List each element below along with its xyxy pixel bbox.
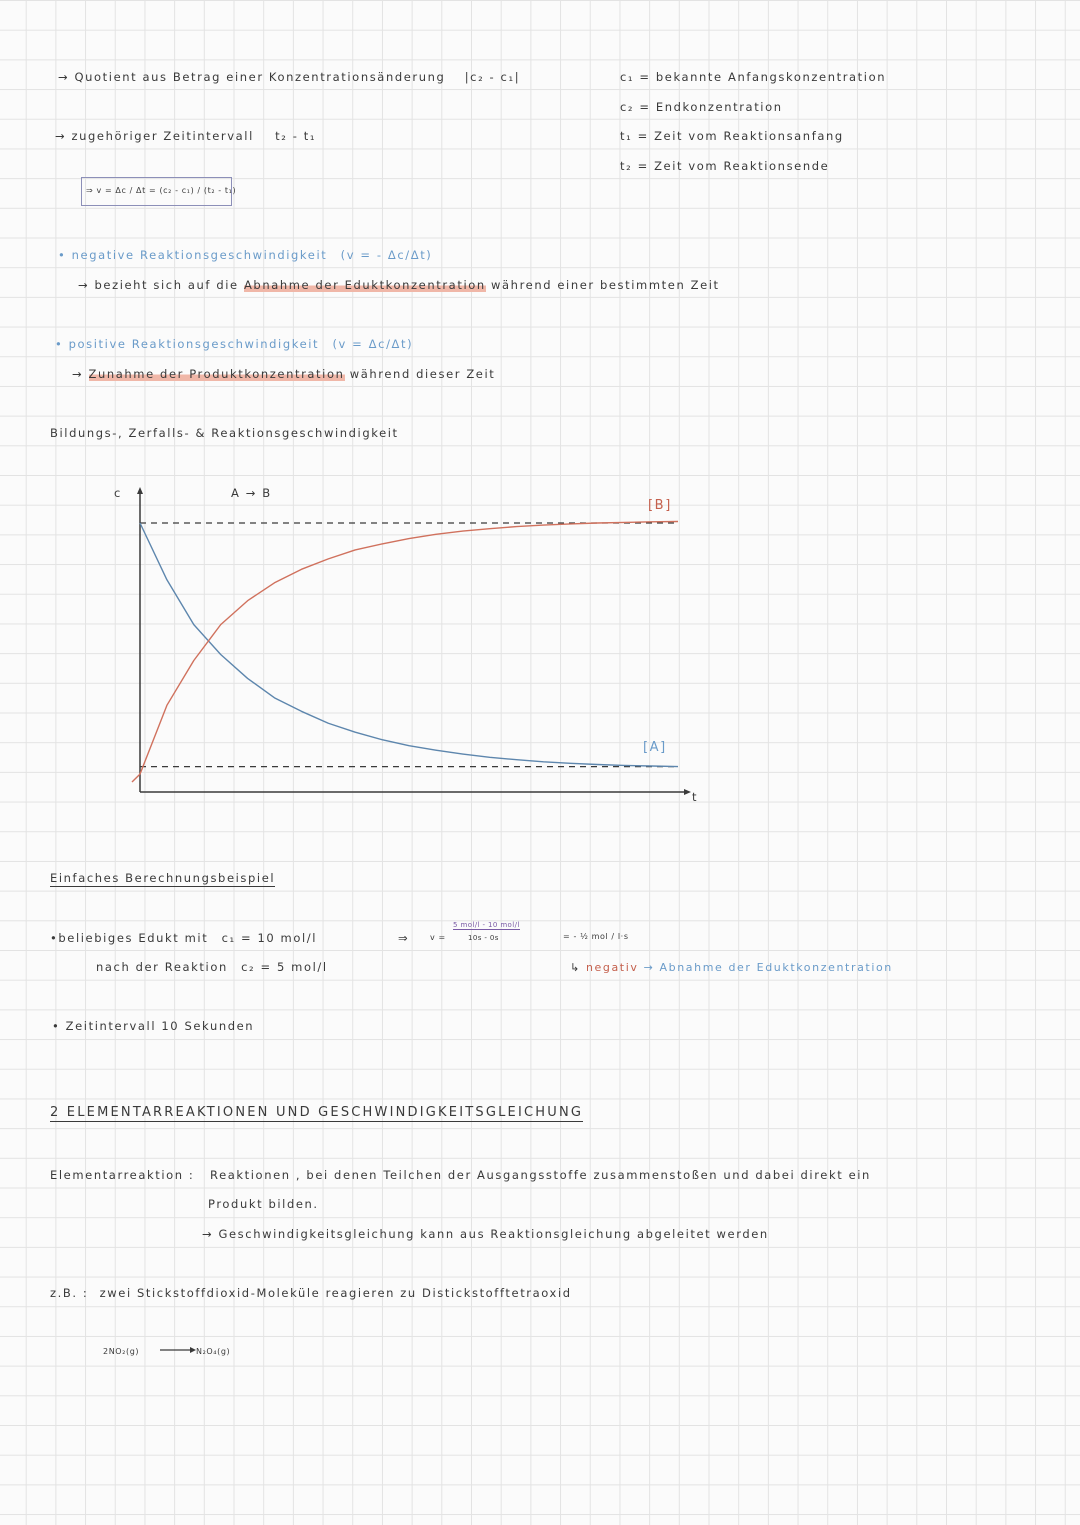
section-2-term: Elementarreaktion : xyxy=(50,1168,195,1182)
negative-desc-prefix: → bezieht sich auf die xyxy=(78,278,239,292)
legend-c2: c₂ = Endkonzentration xyxy=(620,100,783,114)
legend-t2: t₂ = Zeit vom Reaktionsende xyxy=(620,159,830,173)
chart-ylabel: c xyxy=(114,486,122,500)
chart-title: A → B xyxy=(231,486,272,500)
reaction-reactant: 2NO₂(g) xyxy=(103,1347,140,1356)
calc-note-negative: negativ xyxy=(585,961,639,974)
section-2-def-line-2: Produkt bilden. xyxy=(208,1197,319,1211)
positive-desc-suffix: während dieser Zeit xyxy=(349,367,496,381)
negative-desc-suffix: während einer bestimmten Zeit xyxy=(491,278,720,292)
formula-lhs: v = Δc / Δt xyxy=(96,186,146,195)
positive-rate-label: • positive Reaktionsgeschwindigkeit xyxy=(55,337,320,351)
negative-desc-highlight: Abnahme der Eduktkonzentration xyxy=(243,278,486,292)
example-line-1-value: c₁ = 10 mol/l xyxy=(221,931,318,945)
positive-desc-highlight: Zunahme der Produktkonzentration xyxy=(88,367,345,381)
definition-line-1-formula: |c₂ - c₁| xyxy=(464,70,521,84)
section-2-example-text: zwei Stickstoffdioxid-Moleküle reagieren zu Distickstofftetraoxid xyxy=(99,1286,572,1300)
negative-rate-formula: (v = - Δc/Δt) xyxy=(340,248,433,262)
example-line-2-value: c₂ = 5 mol/l xyxy=(241,960,328,974)
calc-v: v = xyxy=(430,933,446,942)
reaction-product: N₂O₄(g) xyxy=(196,1347,231,1356)
example-line-3: • Zeitintervall 10 Sekunden xyxy=(52,1019,255,1033)
example-line-2-label: nach der Reaktion xyxy=(96,960,228,974)
calc-numerator: 5 mol/l - 10 mol/l xyxy=(453,921,520,929)
calc-result: = - ½ mol / l·s xyxy=(563,932,629,941)
definition-line-2-formula: t₂ - t₁ xyxy=(275,129,317,143)
section-title: Bildungs-, Zerfalls- & Reaktionsgeschwindigkeit xyxy=(50,426,399,440)
section-2-title: 2 ELEMENTARREAKTIONEN UND GESCHWINDIGKEITSGLEICHUNG xyxy=(50,1105,584,1120)
example-title: Einfaches Berechnungsbeispiel xyxy=(50,871,276,885)
legend-c1: c₁ = bekannte Anfangskonzentration xyxy=(620,70,887,84)
example-line-1-label: •beliebiges Edukt mit xyxy=(50,931,209,945)
legend-t1: t₁ = Zeit vom Reaktionsanfang xyxy=(620,129,844,143)
definition-line-2-text: → zugehöriger Zeitintervall xyxy=(55,129,254,143)
calc-denominator: 10s - 0s xyxy=(468,934,499,942)
formula-rhs: = (c₂ - c₁) / (t₂ - t₁) xyxy=(149,186,237,195)
definition-line-1-text: → Quotient aus Betrag einer Konzentrationsänderung xyxy=(58,70,446,84)
section-2-def-line-1: Reaktionen , bei denen Teilchen der Ausgangsstoffe zusammenstoßen und dabei direkt ein xyxy=(210,1168,871,1182)
calc-note-arrow: ↳ xyxy=(570,961,581,974)
positive-desc-prefix: → xyxy=(72,367,84,381)
calc-arrow: ⇒ xyxy=(398,931,410,945)
negative-rate-label: • negative Reaktionsgeschwindigkeit xyxy=(58,248,328,262)
section-2-def-line-3: → Geschwindigkeitsgleichung kann aus Reaktionsgleichung abgeleitet werden xyxy=(202,1227,769,1241)
chart-label-b: [B] xyxy=(648,498,672,513)
chart-label-a: [A] xyxy=(643,740,667,755)
calc-note-text: → Abnahme der Eduktkonzentration xyxy=(643,961,893,974)
positive-rate-formula: (v = Δc/Δt) xyxy=(332,337,414,351)
section-2-example-prefix: z.B. : xyxy=(50,1286,89,1300)
formula-arrow: ⇒ xyxy=(86,186,94,195)
chart-xlabel: t xyxy=(692,790,699,804)
